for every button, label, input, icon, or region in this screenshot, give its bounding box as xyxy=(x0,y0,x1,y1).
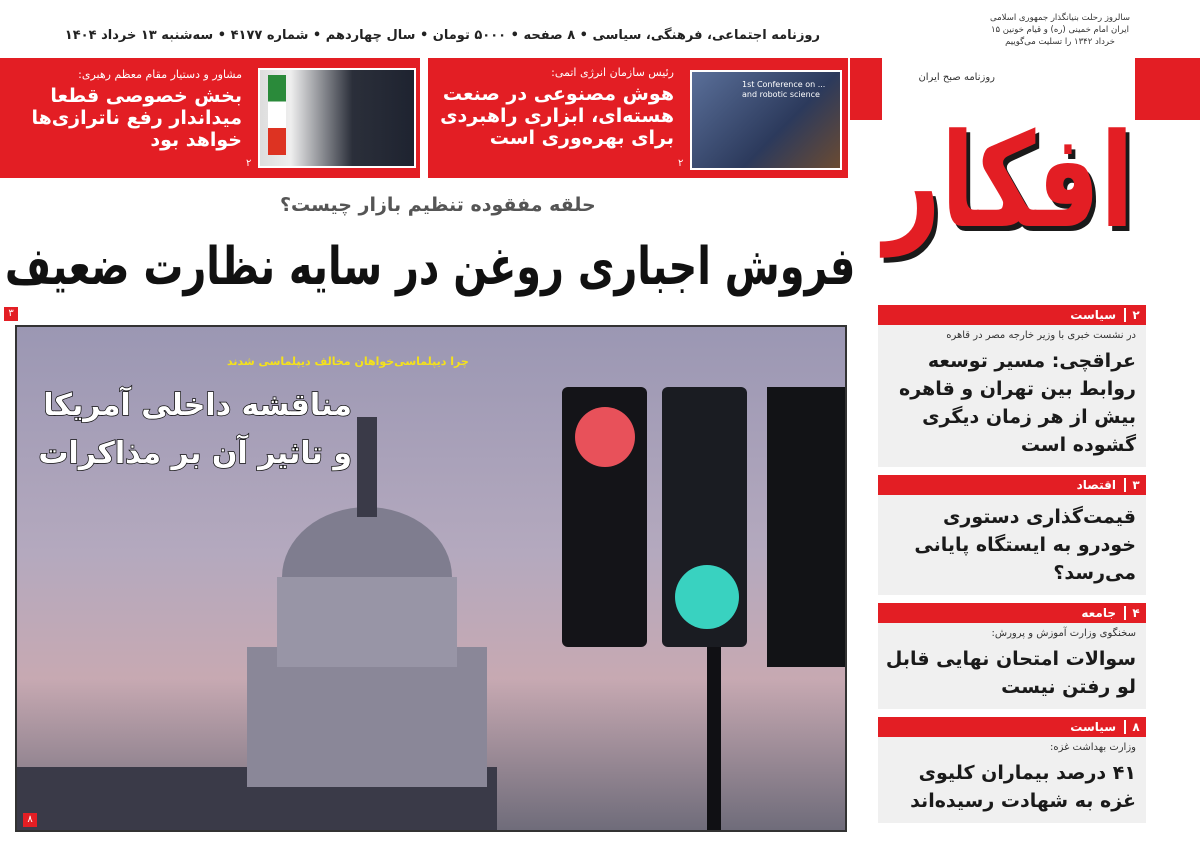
teaser-kicker: رئیس سازمان انرژی اتمی: xyxy=(551,66,674,79)
teaser-photo-official xyxy=(258,68,416,168)
teaser-photo-conference: 1st Conference on ... and robotic science xyxy=(690,70,842,170)
side-column xyxy=(878,305,1146,823)
section-kicker: وزارت بهداشت غزه: xyxy=(1049,742,1136,753)
section-number: ۳ xyxy=(1124,478,1146,492)
teaser-headline: هوش مصنوعی در صنعت هسته‌ای، ابزاری راهبردی برای بهره‌وری است xyxy=(440,83,674,149)
section-headline: سوالات امتحان نهایی قابل لو رفتن نیست xyxy=(885,648,1136,698)
section-name: سیاست xyxy=(1070,720,1116,734)
section-headline: ۴۱ درصد بیماران کلیوی غزه به شهادت رسیده‌اند xyxy=(910,762,1136,812)
section-headline: قیمت‌گذاری دستوری خودرو به ایستگاه پایانی می‌رسد؟ xyxy=(914,506,1136,584)
section-society[interactable] xyxy=(878,603,1146,709)
photo-story-headline: مناقشه داخلی آمریکا و تاثیر آن بر مذاکرات xyxy=(38,388,352,471)
teaser-headline: بخش خصوصی قطعا میداندار رفع ناترازی‌ها خواهد بود xyxy=(31,85,242,151)
newspaper-logo: افکار xyxy=(884,105,1134,257)
page-number: ۲ xyxy=(678,158,684,169)
teaser-nuclear-ai[interactable] xyxy=(428,58,848,178)
lead-kicker: حلقه مفقوده تنظیم بازار چیست؟ xyxy=(280,194,596,216)
teaser-private-sector[interactable] xyxy=(0,58,420,178)
section-number: ۴ xyxy=(1124,606,1146,620)
section-name: اقتصاد xyxy=(1076,478,1116,492)
section-politics-1[interactable] xyxy=(878,305,1146,467)
section-economy[interactable] xyxy=(878,475,1146,595)
section-name: جامعه xyxy=(1081,606,1116,620)
masthead-info-line: روزنامه اجتماعی، فرهنگی، سیاسی • ۸ صفحه • ۵۰۰۰ تومان • سال چهاردهم • شماره ۴۱۷۷ • سه‌شنبه ۱۳ خرداد ۱۴۰۴ xyxy=(64,28,820,43)
main-photo-capitol[interactable] xyxy=(15,325,847,832)
red-band-edge xyxy=(1135,58,1200,120)
section-headline: عراقچی: مسیر توسعه روابط بین تهران و قاهره بیش از هر زمان دیگری گشوده است xyxy=(898,350,1136,456)
page-number: ۲ xyxy=(246,158,252,169)
mourning-note: سالروز رحلت بنیانگذار جمهوری اسلامی ایران امام خمینی (ره) و قیام خونین ۱۵ خرداد ۱۳۴۲ را تسلیت می‌گوییم xyxy=(989,13,1131,47)
lead-headline-box[interactable] xyxy=(0,234,855,300)
lead-headline[interactable]: فروش اجباری روغن در سایه نظارت ضعیف xyxy=(4,237,855,297)
photo-page-badge: ۸ xyxy=(23,813,37,827)
section-politics-2[interactable] xyxy=(878,717,1146,823)
newspaper-logo-box xyxy=(884,96,1134,286)
section-number: ۸ xyxy=(1124,720,1146,734)
lead-page-badge: ۳ xyxy=(4,307,18,321)
red-band-edge xyxy=(850,58,882,120)
tagline: روزنامه صبح ایران xyxy=(918,72,995,83)
photo-story-kicker: چرا دیپلماسی‌خواهان مخالف دیپلماسی شدند xyxy=(227,355,469,368)
teaser-kicker: مشاور و دستیار مقام معظم رهبری: xyxy=(78,68,242,81)
section-kicker: در نشست خبری با وزیر خارجه مصر در قاهره xyxy=(946,330,1136,341)
section-kicker: سخنگوی وزارت آموزش و پرورش: xyxy=(991,628,1136,639)
section-name: سیاست xyxy=(1070,308,1116,322)
section-number: ۲ xyxy=(1124,308,1146,322)
